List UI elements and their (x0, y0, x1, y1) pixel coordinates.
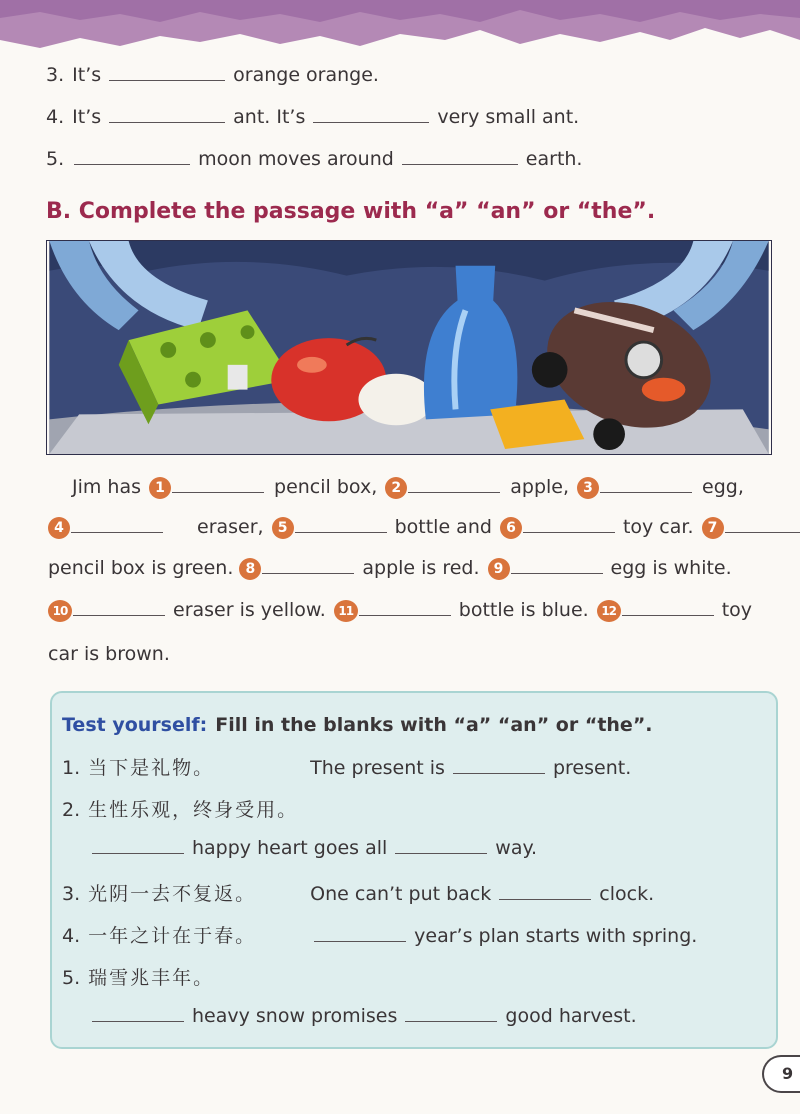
passage-text: bottle and (394, 516, 492, 538)
answer-blank[interactable] (405, 1021, 497, 1022)
passage-text: eraser is yellow. (173, 599, 326, 621)
answer-blank[interactable] (408, 492, 500, 493)
test-yourself-label: Test yourself: (62, 714, 208, 736)
number-badge: 8 (239, 558, 261, 580)
english-text: The present is (310, 757, 445, 779)
item-number: 3. (46, 64, 65, 86)
item-text: moon moves around (198, 148, 394, 170)
passage-text: pencil box is green. (48, 557, 234, 579)
answer-blank[interactable] (74, 164, 190, 165)
item-text: orange orange. (233, 64, 379, 86)
item-text: ant. It’s (233, 106, 306, 128)
passage-text: Jim has (72, 476, 142, 498)
test-item-5 (62, 963, 214, 990)
answer-blank[interactable] (402, 164, 518, 165)
passage-text: apple, (510, 476, 570, 498)
desk-items-illustration (46, 240, 772, 455)
passage-text: pencil box, (274, 476, 378, 498)
chinese-proverb: 生性乐观，终身受用。 (88, 799, 299, 821)
english-text: present. (552, 757, 632, 779)
answer-blank[interactable] (453, 773, 545, 774)
chinese-proverb: 光阴一去不复返。 (88, 883, 257, 905)
passage-text: egg, (702, 476, 744, 498)
english-text: One can’t put back (310, 883, 492, 905)
item-number: 3. (62, 883, 81, 905)
test-item-5-english (92, 1005, 637, 1027)
test-item-2 (62, 795, 298, 822)
passage-line-2 (48, 516, 800, 540)
top-decorative-band (0, 0, 800, 60)
number-badge: 3 (577, 477, 599, 499)
number-badge: 1 (149, 477, 171, 499)
answer-blank[interactable] (511, 573, 603, 574)
answer-blank[interactable] (499, 899, 591, 900)
passage-line-1 (72, 476, 744, 500)
english-text: year’s plan starts with spring. (414, 925, 698, 947)
passage-text: egg is white. (610, 557, 732, 579)
section-b-heading: B. Complete the passage with “a” “an” or “the”. (46, 199, 656, 224)
passage-text: apple is red. (362, 557, 480, 579)
item-number: 5. (46, 148, 65, 170)
item-text: It’s (72, 64, 102, 86)
passage-text: toy (721, 599, 753, 621)
item-number: 1. (62, 757, 81, 779)
item-number: 2. (62, 799, 81, 821)
answer-blank[interactable] (92, 853, 184, 854)
answer-blank[interactable] (73, 615, 165, 616)
passage-text: bottle is blue. (458, 599, 589, 621)
passage-text: eraser, (197, 516, 264, 538)
test-yourself-heading (62, 714, 653, 736)
test-item-2-english (92, 837, 537, 859)
number-badge: 7 (702, 517, 724, 539)
english-text: happy heart goes all (192, 837, 388, 859)
answer-blank[interactable] (71, 532, 163, 533)
passage-text: toy car. (622, 516, 694, 538)
answer-blank[interactable] (313, 122, 429, 123)
exercise-a-item-4 (46, 106, 579, 128)
number-badge: 11 (334, 600, 358, 622)
answer-blank[interactable] (172, 492, 264, 493)
passage-line-3 (48, 557, 732, 581)
exercise-a-item-3 (46, 64, 379, 86)
number-badge: 4 (48, 517, 70, 539)
item-text: very small ant. (437, 106, 580, 128)
exercise-a-item-5 (46, 148, 582, 170)
english-text: good harvest. (505, 1005, 637, 1027)
test-item-4 (62, 921, 697, 948)
number-badge: 12 (597, 600, 621, 622)
item-number: 4. (46, 106, 65, 128)
passage-line-5 (48, 643, 170, 665)
answer-blank[interactable] (359, 615, 451, 616)
number-badge: 9 (488, 558, 510, 580)
answer-blank[interactable] (314, 941, 406, 942)
passage-text: car is brown. (48, 643, 170, 665)
answer-blank[interactable] (109, 80, 225, 81)
answer-blank[interactable] (109, 122, 225, 123)
test-item-3 (62, 879, 654, 906)
item-text: earth. (525, 148, 583, 170)
answer-blank[interactable] (622, 615, 714, 616)
answer-blank[interactable] (600, 492, 692, 493)
item-number: 4. (62, 925, 81, 947)
answer-blank[interactable] (92, 1021, 184, 1022)
page-number: 9 (762, 1055, 800, 1093)
english-text: way. (495, 837, 538, 859)
answer-blank[interactable] (295, 532, 387, 533)
answer-blank[interactable] (523, 532, 615, 533)
chinese-proverb: 当下是礼物。 (88, 757, 215, 779)
chinese-proverb: 一年之计在于春。 (88, 925, 257, 947)
number-badge: 2 (385, 477, 407, 499)
english-text: clock. (599, 883, 655, 905)
test-yourself-box (50, 691, 778, 1049)
english-text: heavy snow promises (192, 1005, 398, 1027)
chinese-proverb: 瑞雪兆丰年。 (88, 967, 215, 989)
item-text: It’s (72, 106, 102, 128)
answer-blank[interactable] (725, 532, 800, 533)
test-item-1 (62, 753, 631, 780)
number-badge: 5 (272, 517, 294, 539)
item-number: 5. (62, 967, 81, 989)
answer-blank[interactable] (262, 573, 354, 574)
number-badge: 6 (500, 517, 522, 539)
passage-line-4 (48, 599, 752, 623)
answer-blank[interactable] (395, 853, 487, 854)
test-instruction: Fill in the blanks with “a” “an” or “the”. (215, 714, 653, 736)
number-badge: 10 (48, 600, 72, 622)
